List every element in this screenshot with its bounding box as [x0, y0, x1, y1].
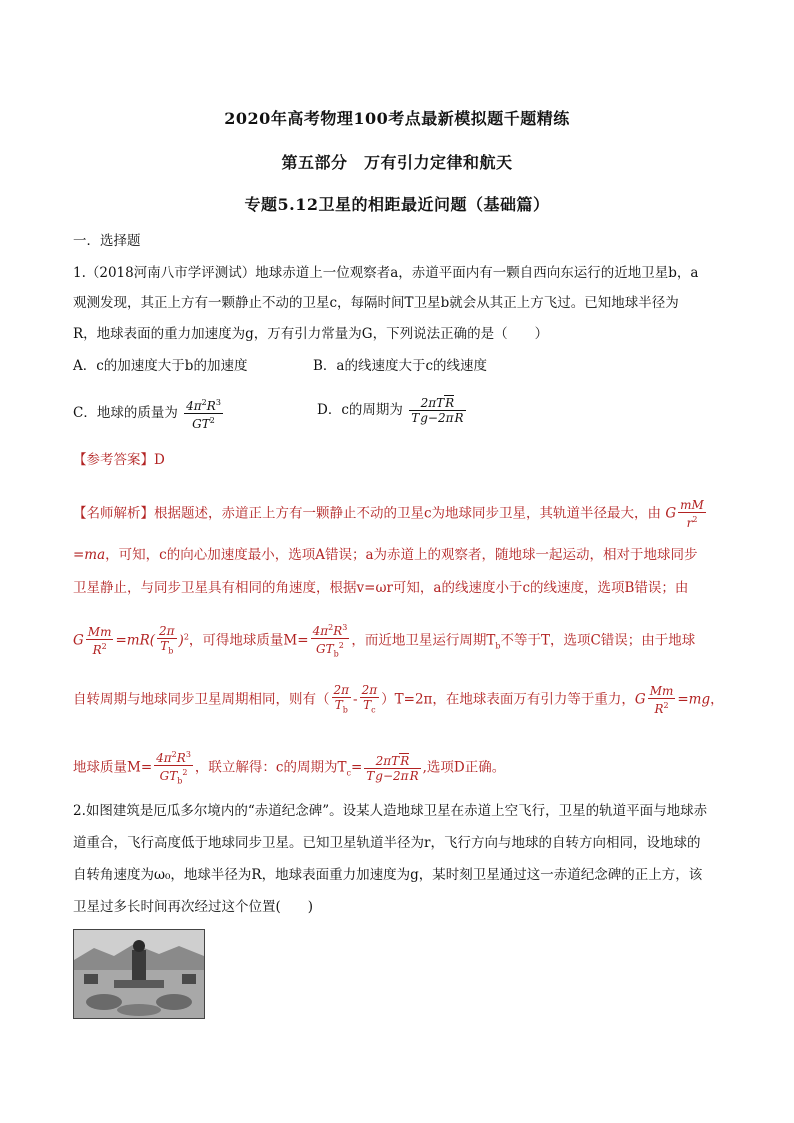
monument-photo-image	[74, 930, 204, 1018]
gravity-fraction-1: $\frac{mM}{r^2}$	[680, 498, 704, 530]
explanation-line-4: G $\frac{Mm}{R^2}$ =mR( $\frac{2\pi}{T_b}$ )$^2$，可得地球质量M= $\frac{4\pi^2R^3}{GT_b^2}$ ，而近地卫星运行周期$T_b$不等于T，选项C错误；由于地球	[73, 623, 696, 659]
q1-line-2: 观测发现，其正上方有一颗静止不动的卫星c，每隔时间T卫星b就会从其正上方飞过。已知地球半径为	[73, 295, 679, 311]
q1-line-3: R，地球表面的重力加速度为g，万有引力常量为G，下列说法正确的是（ ）	[73, 326, 549, 342]
q1-option-d	[317, 396, 468, 425]
explanation-label: 【名师解析】	[73, 505, 154, 522]
q1-option-c-text: C．地球的质量为	[73, 405, 178, 421]
explanation-text-1: 根据题述，赤道正上方有一颗静止不动的卫星c为地球同步卫星，其轨道半径最大，由	[154, 505, 662, 522]
q1-line-1: 1.（2018河南八市学评测试）地球赤道上一位观察者a，赤道平面内有一颗自西向东运行的近地卫星b，a	[73, 265, 699, 281]
equator-monument-photo	[73, 929, 205, 1019]
explanation-line-3: 卫星静止，与同步卫星具有相同的角速度，根据v=ωr可知，a的线速度小于c的线速度，选项B错误；由	[73, 580, 689, 596]
explanation-line-6: 地球质量M= $\frac{4\pi^2R^3}{GT_b^2}$ ，联立解得：c的周期为$T_c=$ $\frac{\text{2πTR}}{Tg-2\pi R}$ ,选项D正确。	[73, 750, 506, 786]
section-heading: 一．选择题	[73, 233, 141, 249]
explanation-text-2: ，可知，c的向心加速度最小，选项A错误；a为赤道上的观察者，随地球一起运动，相对于地球同步	[105, 547, 698, 563]
q1-option-a: A．c的加速度大于b的加速度	[73, 358, 248, 374]
answer-line: 【参考答案】D	[73, 452, 165, 468]
part-title: 第五部分 万有引力定律和航天	[281, 153, 513, 172]
main-title: 2020年高考物理100考点最新模拟题千题精练	[224, 109, 570, 128]
q2-line-3: 自转角速度为ω₀，地球半径为R，地球表面重力加速度为g，某时刻卫星通过这一赤道纪念碑的正上方，该	[73, 867, 703, 883]
q1-option-b: B．a的线速度大于c的线速度	[313, 358, 488, 374]
q2-line-1: 2.如图建筑是厄瓜多尔境内的“赤道纪念碑”。设某人造地球卫星在赤道上空飞行，卫星的轨道平面与地球赤	[73, 803, 708, 819]
period-formula: $\frac{\text{2πTR}}{Tg-2\pi R}$	[411, 396, 464, 425]
explanation-line-2: =ma，可知，c的向心加速度最小，选项A错误；a为赤道上的观察者，随地球一起运动，相对于地球同步	[73, 547, 698, 563]
explanation-line-5: 自转周期与地球同步卫星周期相同，则有（ $\frac{2\pi}{T_b}$ - $\frac{2\pi}{T_c}$ ）T=2π，在地球表面万有引力等于重力，G $\frac{Mm}{R^2}$ =mg，	[73, 683, 724, 717]
topic-title: 专题5.12卫星的相距最近问题（基础篇）	[244, 195, 550, 214]
explanation-line-1: 【名师解析】根据题述，赤道正上方有一颗静止不动的卫星c为地球同步卫星，其轨道半径最大，由 G $\frac{mM}{r^2}$	[73, 498, 704, 530]
q2-line-2: 道重合，飞行高度低于地球同步卫星。已知卫星轨道半径为r，飞行方向与地球的自转方向相同，设地球的	[73, 835, 701, 851]
q1-option-c	[73, 396, 225, 431]
q2-line-4: 卫星过多长时间再次经过这个位置( )	[73, 899, 314, 915]
mass-formula: $\frac{4\pi^2R^3}{GT^2}$	[186, 398, 221, 431]
q1-option-d-text: D．c的周期为	[317, 402, 403, 418]
